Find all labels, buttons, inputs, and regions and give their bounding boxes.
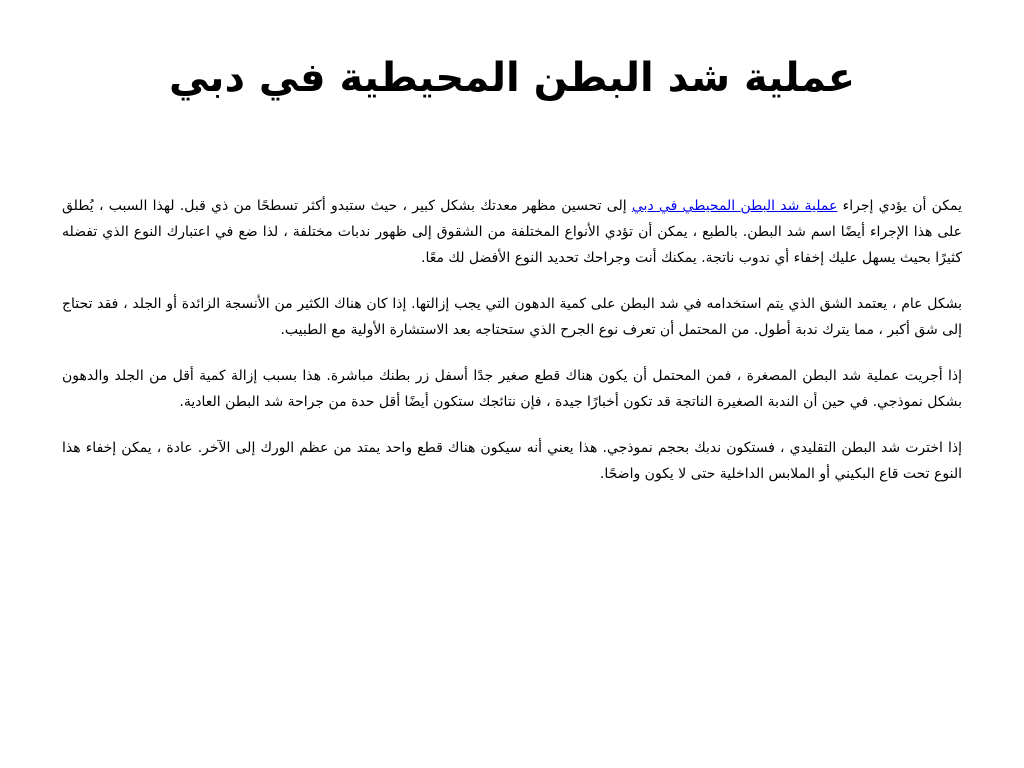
page-title: عملية شد البطن المحيطية في دبي — [168, 55, 856, 101]
slide-body — [62, 193, 962, 507]
tummy-tuck-dubai-link[interactable]: عملية شد البطن المحيطي في دبي — [631, 198, 838, 214]
paragraph-intro-before: يمكن أن يؤدي إجراء — [837, 198, 962, 214]
paragraph-intro — [62, 193, 962, 271]
paragraph-incision: بشكل عام ، يعتمد الشق الذي يتم استخدامه في شد البطن على كمية الدهون التي يجب إزالتها. إذا كان هناك الكثير من الأنسجة الزائدة أو الجلد ، فقد تحتاج إلى شق أكبر ، مما يترك ندبة أطول. من المحتمل أن تعرف نوع الجرح الذي ستحتاجه بعد الاستشارة الأولية مع الطبيب. — [62, 296, 962, 338]
paragraph-mini-tummy-tuck: إذا أجريت عملية شد البطن المصغرة ، فمن المحتمل أن يكون هناك قطع صغير جدًا أسفل زر بطنك مباشرة. هذا بسبب إزالة كمية أقل من الجلد والدهون بشكل نموذجي. في حين أن الندبة الصغيرة الناتجة قد تكون أخبارًا جيدة ، فإن نتائجك ستكون أيضًا أقل حدة من جراحة شد البطن العادية. — [62, 368, 962, 410]
paragraph-traditional-tummy-tuck: إذا اخترت شد البطن التقليدي ، فستكون ندبك بحجم نموذجي. هذا يعني أنه سيكون هناك قطع واحد يمتد من عظم الورك إلى الآخر. عادة ، يمكن إخفاء هذا النوع تحت قاع البكيني أو الملابس الداخلية حتى لا يكون واضحًا. — [62, 440, 962, 482]
paragraph-intro-after: إلى تحسين مظهر معدتك بشكل كبير ، حيث ستبدو أكثر تسطحًا من ذي قبل. لهذا السبب ، يُطلق على هذا الإجراء أيضًا اسم شد البطن. بالطبع ، يمكن أن تؤدي الأنواع المختلفة من الشقوق إلى ظهور ندبات مختلفة ، لذا ضع في اعتبارك النوع الذي تفضله كثيرًا بحيث يسهل عليك إخفاء أي ندوب ناتجة. يمكنك أنت وجراحك تحديد النوع الأفضل لك معًا. — [62, 198, 962, 266]
